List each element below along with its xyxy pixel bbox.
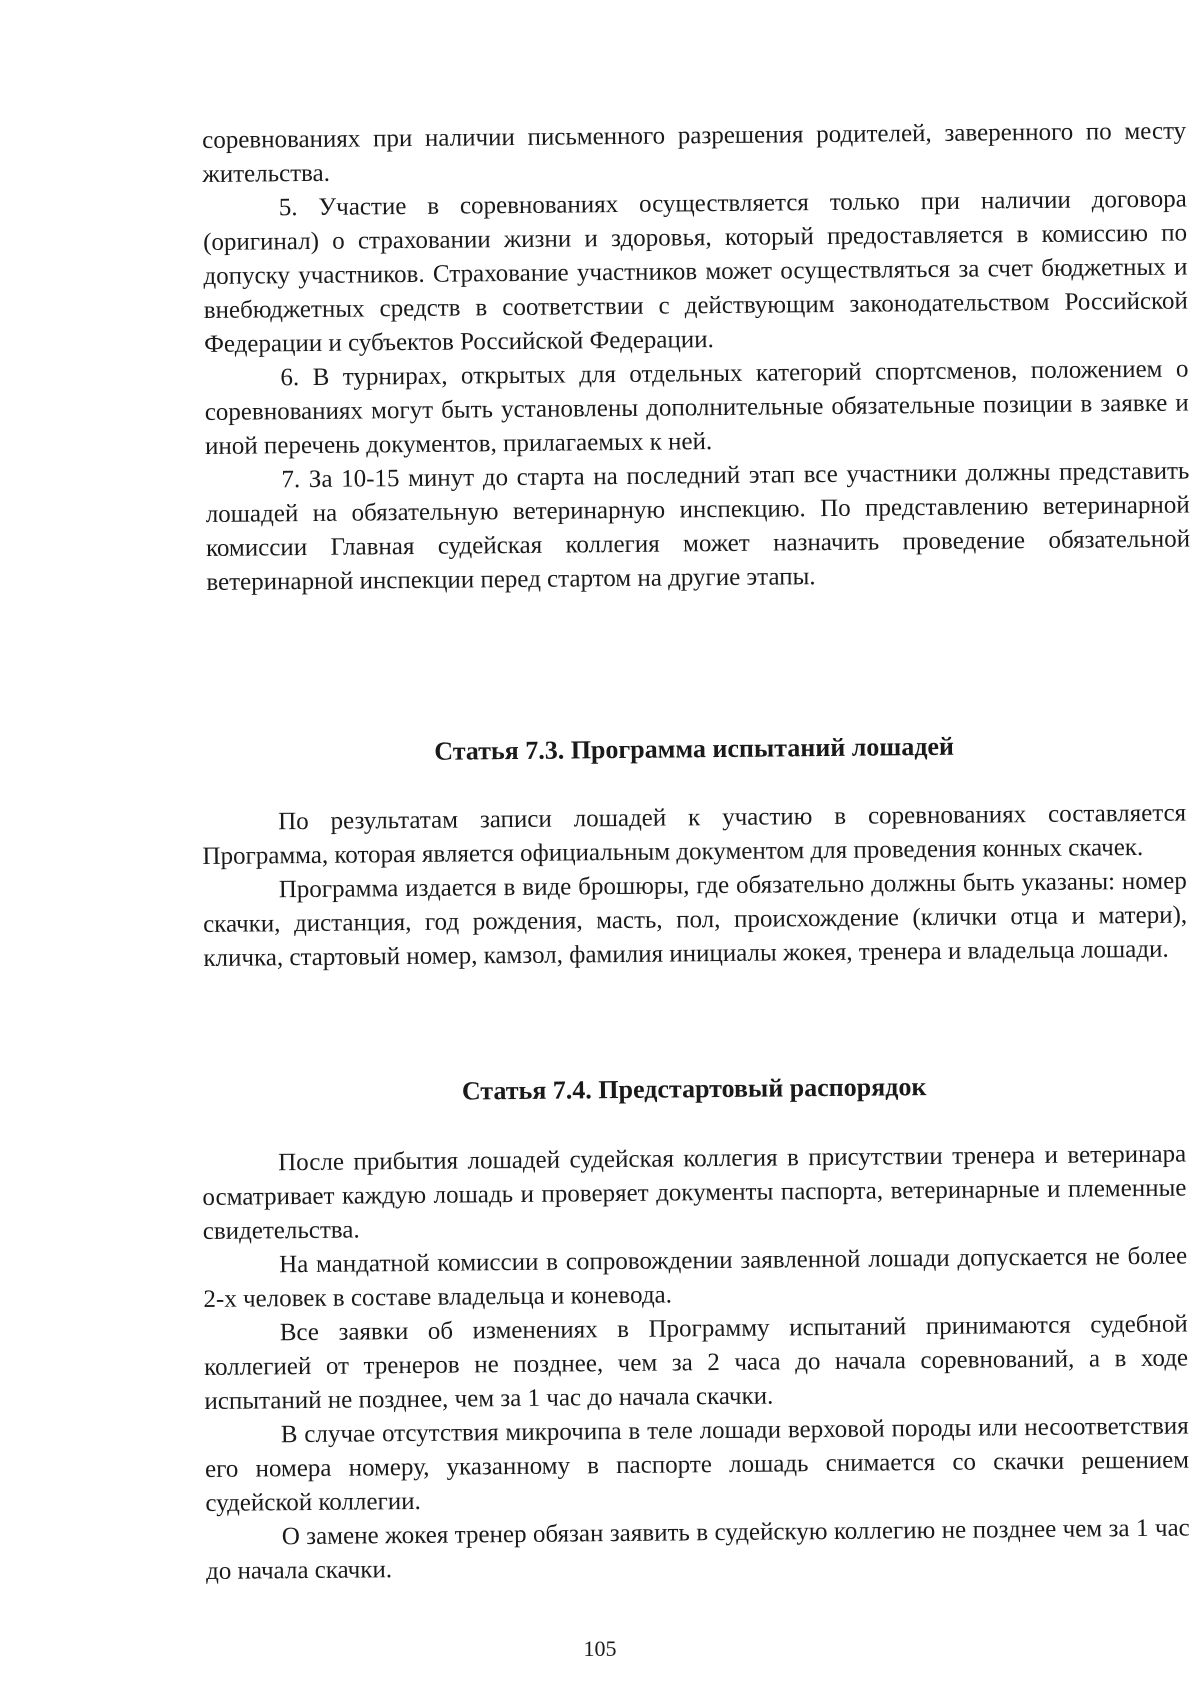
- section-7-3-body: [202, 797, 1188, 976]
- paragraph-parental-permission: соревнованиях при наличии письменного разрешения родителей, заверенного по месту жительства.: [202, 117, 1187, 188]
- section-heading-7-3: Статья 7.3. Программа испытаний лошадей: [434, 731, 955, 766]
- paragraph-microchip: В случае отсутствия микрочипа в теле лошади верховой породы или несоответствия его номера номеру, указанному в паспорте лошадь снимается со скачки решением судейской коллегии.: [204, 1412, 1190, 1517]
- section-heading-7-4: Статья 7.4. Предстартовый распорядок: [461, 1072, 927, 1106]
- paragraph-program-compiled: По результатам записи лошадей к участию в соревнованиях составляется Программа, которая является официальным документом для проведения конных скачек.: [202, 799, 1187, 870]
- paragraph-item-5: 5. Участие в соревнованиях осуществляется только при наличии договора (оригинал) о страховании жизни и здоровья, который предоставляется в комиссию по допуску участников. Страхование участников может осуществляться за счет бюджетных и внебюджетных средств в соответствии с действующим законодательством Российской Федерации и субъектов Российской Федерации.: [203, 185, 1188, 358]
- paragraph-program-changes: Все заявки об изменениях в Программу испытаний принимаются судебной коллегией от тренеров не позднее, чем за 2 часа до начала соревнований, а в ходе испытаний не позднее, чем за 1 час до начала скачки.: [203, 1310, 1189, 1415]
- section-7-4-body: [202, 1138, 1190, 1589]
- paragraph-program-brochure: Программа издается в виде брошюры, где обязательно должны быть указаны: номер скачки, дистанция, год рождения, масть, пол, происхождение (клички отца и матери), кличка, стартовый номер, камзол, фамилия инициалы жокея, тренера и владельца лошади.: [203, 867, 1188, 972]
- paragraph-jockey-replacement: О замене жокея тренер обязан заявить в судейскую коллегию не позднее чем за 1 час до начала скачки.: [205, 1514, 1190, 1585]
- paragraph-item-6: 6. В турнирах, открытых для отдельных категорий спортсменов, положением о соревнованиях могут быть установлены дополнительные обязательные позиции в заявке и иной перечень документов, прилагаемых к ней.: [204, 355, 1189, 460]
- paragraph-mandate-commission: На мандатной комиссии в сопровождении заявленной лошади допускается не более 2-х человек в составе владельца и коневода.: [203, 1242, 1188, 1313]
- body-text-continued: [202, 115, 1191, 600]
- page-number: 105: [583, 1636, 617, 1661]
- paragraph-item-7: 7. За 10-15 минут до старта на последний этап все участники должны представить лошадей на обязательную ветеринарную инспекцию. По представлению ветеринарной комиссии Главная судейская коллегия может назначить проведение обязательной ветеринарной инспекции перед стартом на другие этапы.: [205, 457, 1191, 596]
- paragraph-horse-inspection: После прибытия лошадей судейская коллегия в присутствии тренера и ветеринара осматривает каждую лошадь и проверяет документы паспорта, ветеринарные и племенные свидетельства.: [202, 1140, 1187, 1245]
